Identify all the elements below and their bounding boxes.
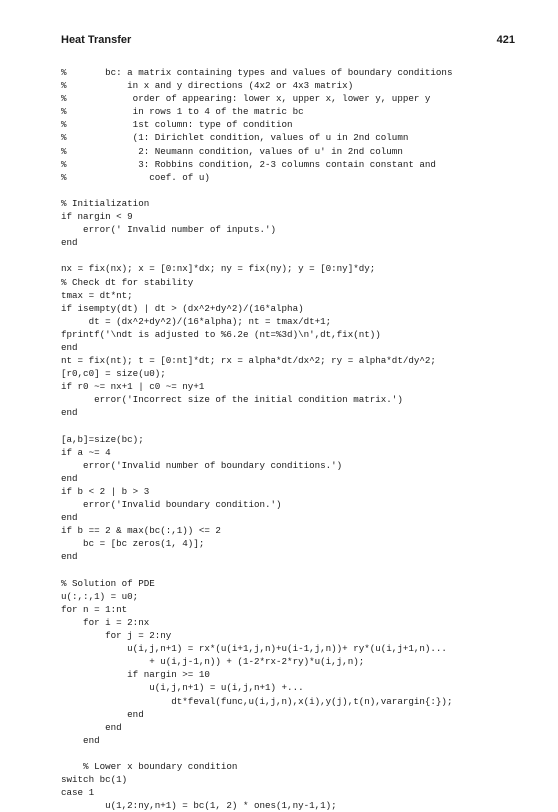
code-line: if b == 2 & max(bc(:,1)) <= 2 <box>61 525 221 537</box>
header-title: Heat Transfer <box>61 34 132 46</box>
code-line: error('Incorrect size of the initial condition matrix.') <box>61 394 403 406</box>
code-line: end <box>61 734 100 746</box>
code-line: % in rows 1 to 4 of the matric bc <box>61 106 304 118</box>
code-line: % 2: Neumann condition, values of u' in 2nd column <box>61 145 403 157</box>
code-line: % Solution of PDE <box>61 577 155 589</box>
code-line: if a ~= 4 <box>61 446 111 458</box>
code-line: % Check dt for stability <box>61 276 194 288</box>
code-line: [r0,c0] = size(u0); <box>61 368 166 380</box>
code-line: % 1st column: type of condition <box>61 119 293 131</box>
code-listing <box>61 66 531 812</box>
code-line: if nargin >= 10 <box>61 669 210 681</box>
code-line: bc = [bc zeros(1, 4)]; <box>61 538 205 550</box>
code-line: end <box>61 407 78 419</box>
code-line: if r0 ~= nx+1 | c0 ~= ny+1 <box>61 381 205 393</box>
code-line: % order of appearing: lower x, upper x, lower y, upper y <box>61 93 431 105</box>
code-line: end <box>61 551 78 563</box>
code-line: end <box>61 472 78 484</box>
code-line: case 1 <box>61 787 95 799</box>
code-line: % bc: a matrix containing types and values of boundary conditions <box>61 67 453 78</box>
code-line: % Initialization <box>61 197 150 209</box>
code-line: [a,b]=size(bc); <box>61 433 144 445</box>
code-line <box>61 184 531 197</box>
code-line: if b < 2 | b > 3 <box>61 486 150 497</box>
code-line: for i = 2:nx <box>61 616 150 628</box>
code-line: fprintf('\ndt is adjusted to %6.2e (nt=%3d)\n',dt,fix(nt)) <box>61 328 381 340</box>
code-line <box>61 420 531 433</box>
code-line: for j = 2:ny <box>61 630 172 642</box>
code-line: if isempty(dt) | dt > (dx^2+dy^2)/(16*alpha) <box>61 302 304 314</box>
code-line: u(1,2:ny,n+1) = bc(1, 2) * ones(1,ny-1,1); <box>61 800 337 812</box>
page-number: 421 <box>496 34 515 46</box>
code-line: % (1: Dirichlet condition, values of u in 2nd column <box>61 132 409 144</box>
code-line: nx = fix(nx); x = [0:nx]*dx; ny = fix(ny); y = [0:ny]*dy; <box>61 263 376 275</box>
code-line: error(' Invalid number of inputs.') <box>61 224 277 236</box>
code-line: u(i,j,n+1) = rx*(u(i+1,j,n)+u(i-1,j,n))+ ry*(u(i,j+1,n)... <box>61 643 447 655</box>
code-line: u(:,:,1) = u0; <box>61 590 139 602</box>
code-line: tmax = dt*nt; <box>61 289 133 301</box>
code-line: u(i,j,n+1) = u(i,j,n+1) +... <box>61 682 304 694</box>
code-line: dt*feval(func,u(i,j,n),x(i),y(j),t(n),varargin{:}); <box>61 695 453 707</box>
code-line: end <box>61 237 78 249</box>
code-line: end <box>61 512 78 524</box>
code-line: + u(i,j-1,n)) + (1-2*rx-2*ry)*u(i,j,n); <box>61 656 365 668</box>
code-line <box>61 564 531 577</box>
code-line: if nargin < 9 <box>61 211 133 223</box>
code-line <box>61 747 531 760</box>
code-line: end <box>61 708 144 720</box>
code-line: nt = fix(nt); t = [0:nt]*dt; rx = alpha*dt/dx^2; ry = alpha*dt/dy^2; <box>61 355 436 367</box>
code-line: end <box>61 341 78 353</box>
code-line: error('Invalid boundary condition.') <box>61 499 282 511</box>
code-line: error('Invalid number of boundary conditions.') <box>61 459 343 471</box>
code-line: end <box>61 721 122 733</box>
code-line <box>61 249 531 262</box>
code-line: % coef. of u) <box>61 171 210 183</box>
code-line: % Lower x boundary condition <box>61 760 238 772</box>
code-line: switch bc(1) <box>61 774 128 786</box>
code-line: dt = (dx^2+dy^2)/(16*alpha); nt = tmax/dt+1; <box>61 315 332 327</box>
running-header <box>61 34 515 50</box>
code-line: % in x and y directions (4x2 or 4x3 matrix) <box>61 80 354 92</box>
code-line: % 3: Robbins condition, 2-3 columns contain constant and <box>61 158 436 170</box>
code-line: for n = 1:nt <box>61 603 128 615</box>
